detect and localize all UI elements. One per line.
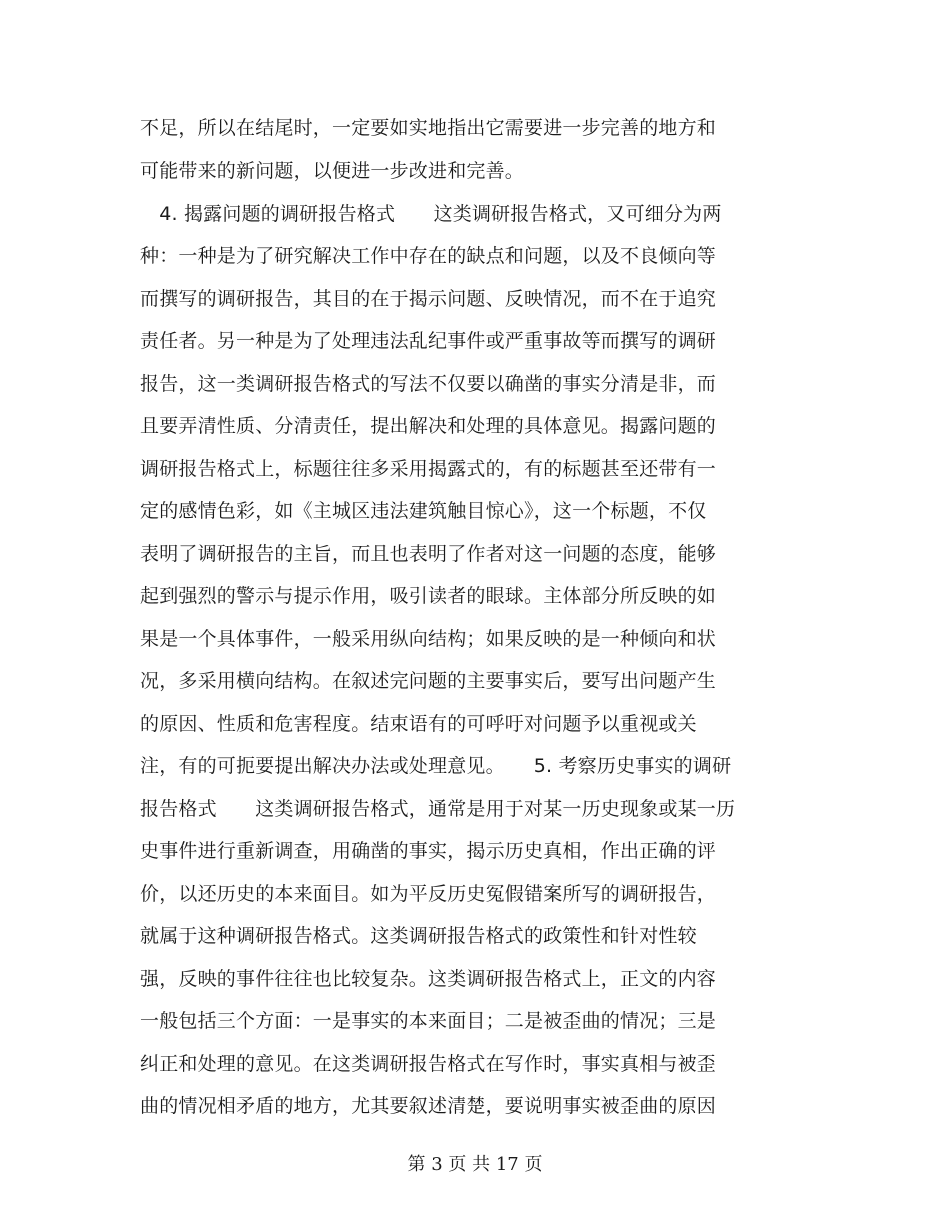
body-text-line: 价，以还历史的本来面目。如为平反历史冤假错案所写的调研报告， [140, 883, 717, 905]
body-text-line: 4. 揭露问题的调研报告格式 这类调研报告格式，又可细分为两 [140, 203, 722, 225]
page-number-footer: 第 3 页 共 17 页 [407, 1154, 543, 1175]
body-text-line: 注，有的可扼要提出解决办法或处理意见。 5. 考察历史事实的调研 [140, 755, 732, 777]
body-text-line: 起到强烈的警示与提示作用，吸引读者的眼球。主体部分所反映的如 [140, 585, 717, 607]
body-text-line: 调研报告格式上，标题往往多采用揭露式的，有的标题甚至还带有一 [140, 458, 717, 480]
body-text-line: 种：一种是为了研究解决工作中存在的缺点和问题，以及不良倾向等 [140, 245, 717, 267]
body-text-line: 且要弄清性质、分清责任，提出解决和处理的具体意见。揭露问题的 [140, 415, 717, 437]
body-text-line: 报告，这一类调研报告格式的写法不仅要以确凿的事实分清是非，而 [140, 373, 717, 395]
body-text-line: 定的感情色彩，如《主城区违法建筑触目惊心》，这一个标题，不仅 [140, 500, 707, 522]
body-text-line: 曲的情况相矛盾的地方，尤其要叙述清楚，要说明事实被歪曲的原因 [140, 1095, 717, 1117]
body-text-line: 就属于这种调研报告格式。这类调研报告格式的政策性和针对性较 [140, 925, 697, 947]
body-text-line: 一般包括三个方面：一是事实的本来面目；二是被歪曲的情况；三是 [140, 1010, 717, 1032]
body-text-line: 责任者。另一种是为了处理违法乱纪事件或严重事故等而撰写的调研 [140, 330, 717, 352]
body-text-line: 史事件进行重新调查，用确凿的事实，揭示历史真相，作出正确的评 [140, 840, 717, 862]
body-text-line: 报告格式 这类调研报告格式，通常是用于对某一历史现象或某一历 [140, 798, 736, 820]
body-text-line: 果是一个具体事件，一般采用纵向结构；如果反映的是一种倾向和状 [140, 628, 717, 650]
body-text-line: 表明了调研报告的主旨，而且也表明了作者对这一问题的态度，能够 [140, 543, 717, 565]
body-text-line: 纠正和处理的意见。在这类调研报告格式在写作时，事实真相与被歪 [140, 1053, 717, 1075]
body-text-line: 强，反映的事件往往也比较复杂。这类调研报告格式上，正文的内容 [140, 968, 717, 990]
body-text-line: 可能带来的新问题，以便进一步改进和完善。 [140, 160, 525, 182]
body-text-line: 况，多采用横向结构。在叙述完问题的主要事实后，要写出问题产生 [140, 670, 717, 692]
body-text-line: 不足，所以在结尾时，一定要如实地指出它需要进一步完善的地方和 [140, 117, 717, 139]
body-text-line: 而撰写的调研报告，其目的在于揭示问题、反映情况，而不在于追究 [140, 288, 717, 310]
body-text-line: 的原因、性质和危害程度。结束语有的可呼吁对问题予以重视或关 [140, 713, 697, 735]
